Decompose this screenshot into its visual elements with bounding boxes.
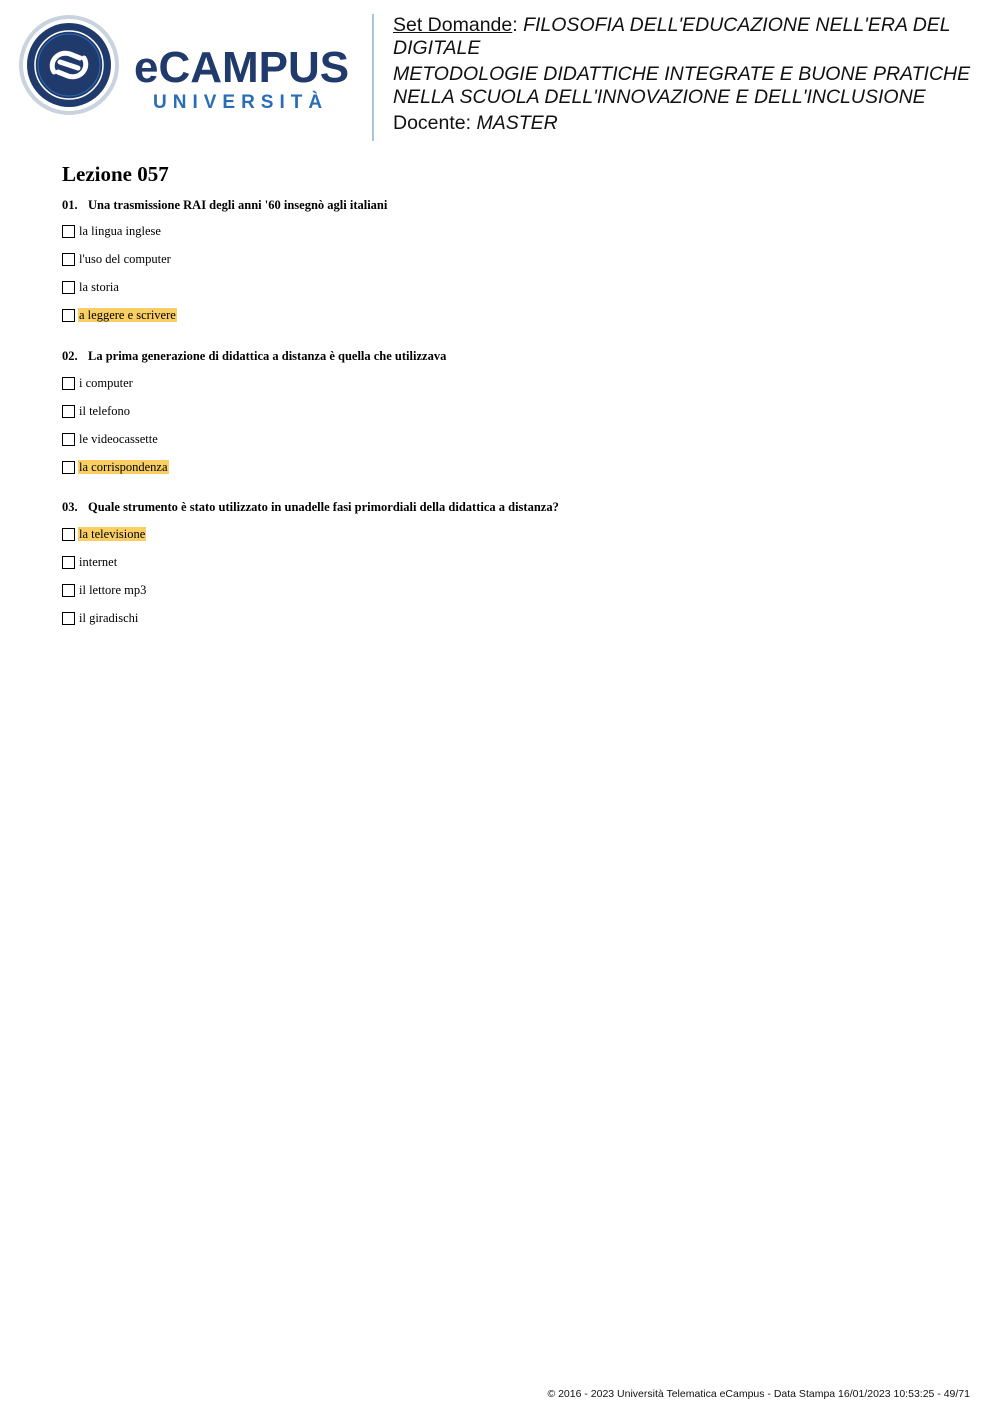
question-01 <box>62 197 962 329</box>
page-footer: © 2016 - 2023 Università Telematica eCampus - Data Stampa 16/01/2023 10:53:25 - 49/71 <box>547 1388 970 1400</box>
answer-checkbox[interactable] <box>62 377 75 390</box>
answer-option <box>62 604 962 632</box>
answer-checkbox[interactable] <box>62 253 75 266</box>
ecampus-logo <box>14 14 359 118</box>
answer-options <box>62 520 962 632</box>
course-info <box>393 14 983 139</box>
question-text <box>62 348 962 364</box>
answer-options <box>62 369 962 481</box>
question-02 <box>62 348 962 481</box>
answer-checkbox[interactable] <box>62 528 75 541</box>
set-domande-separator: : <box>512 14 524 36</box>
course-title: FILOSOFIA DELL'EDUCAZIONE NELL'ERA DEL DIGITALE <box>393 14 951 59</box>
answer-option <box>62 425 962 453</box>
answer-checkbox[interactable] <box>62 556 75 569</box>
answer-label: il giradischi <box>79 611 139 625</box>
answer-checkbox[interactable] <box>62 309 75 322</box>
answer-checkbox[interactable] <box>62 612 75 625</box>
answer-label: la storia <box>79 280 119 294</box>
answer-label: internet <box>79 555 118 569</box>
docente-label: Docente: <box>393 112 477 134</box>
answer-label-highlighted: a leggere e scrivere <box>79 308 176 322</box>
question-text <box>62 499 962 515</box>
answer-option <box>62 369 962 397</box>
answer-label: l'uso del computer <box>79 252 171 266</box>
docente-line <box>393 112 983 135</box>
answer-option <box>62 217 962 245</box>
answer-label-highlighted: la corrispondenza <box>79 460 168 474</box>
set-domande-line <box>393 14 983 59</box>
answer-label: il telefono <box>79 404 131 418</box>
answer-checkbox[interactable] <box>62 584 75 597</box>
answer-option <box>62 576 962 604</box>
answer-option <box>62 453 962 481</box>
answer-option <box>62 548 962 576</box>
question-prompt: La prima generazione di didattica a distanza è quella che utilizzava <box>88 349 447 363</box>
answer-checkbox[interactable] <box>62 433 75 446</box>
question-text <box>62 197 962 213</box>
answer-checkbox[interactable] <box>62 281 75 294</box>
svg-text:UNIVERSITÀ: UNIVERSITÀ <box>153 92 329 113</box>
page-header <box>0 0 1000 145</box>
course-subtitle: METODOLOGIE DIDATTICHE INTEGRATE E BUONE PRATICHE NELLA SCUOLA DELL'INNOVAZIONE E DELL'INCLUSIONE <box>393 63 971 108</box>
answer-label: le videocassette <box>79 432 158 446</box>
question-prompt: Quale strumento è stato utilizzato in unadelle fasi primordiali della didattica a distanza? <box>88 500 559 514</box>
docente-value: MASTER <box>476 112 558 134</box>
answer-checkbox[interactable] <box>62 461 75 474</box>
answer-option <box>62 273 962 301</box>
set-domande-label: Set Domande <box>393 14 513 36</box>
question-number: 02. <box>62 349 78 363</box>
answer-label: il lettore mp3 <box>79 583 147 597</box>
svg-text:eCAMPUS: eCAMPUS <box>134 43 350 92</box>
header-divider <box>372 14 374 141</box>
answer-checkbox[interactable] <box>62 405 75 418</box>
question-number: 03. <box>62 500 78 514</box>
answer-label: la lingua inglese <box>79 224 161 238</box>
answer-option <box>62 397 962 425</box>
lesson-title: Lezione 057 <box>62 162 169 186</box>
question-number: 01. <box>62 198 78 212</box>
answer-option <box>62 301 962 329</box>
answer-label-highlighted: la televisione <box>79 527 146 541</box>
answer-checkbox[interactable] <box>62 225 75 238</box>
answer-option <box>62 245 962 273</box>
question-prompt: Una trasmissione RAI degli anni '60 insegnò agli italiani <box>88 198 388 212</box>
answer-option <box>62 520 962 548</box>
question-03 <box>62 499 962 632</box>
answer-label: i computer <box>79 376 133 390</box>
answer-options <box>62 217 962 329</box>
